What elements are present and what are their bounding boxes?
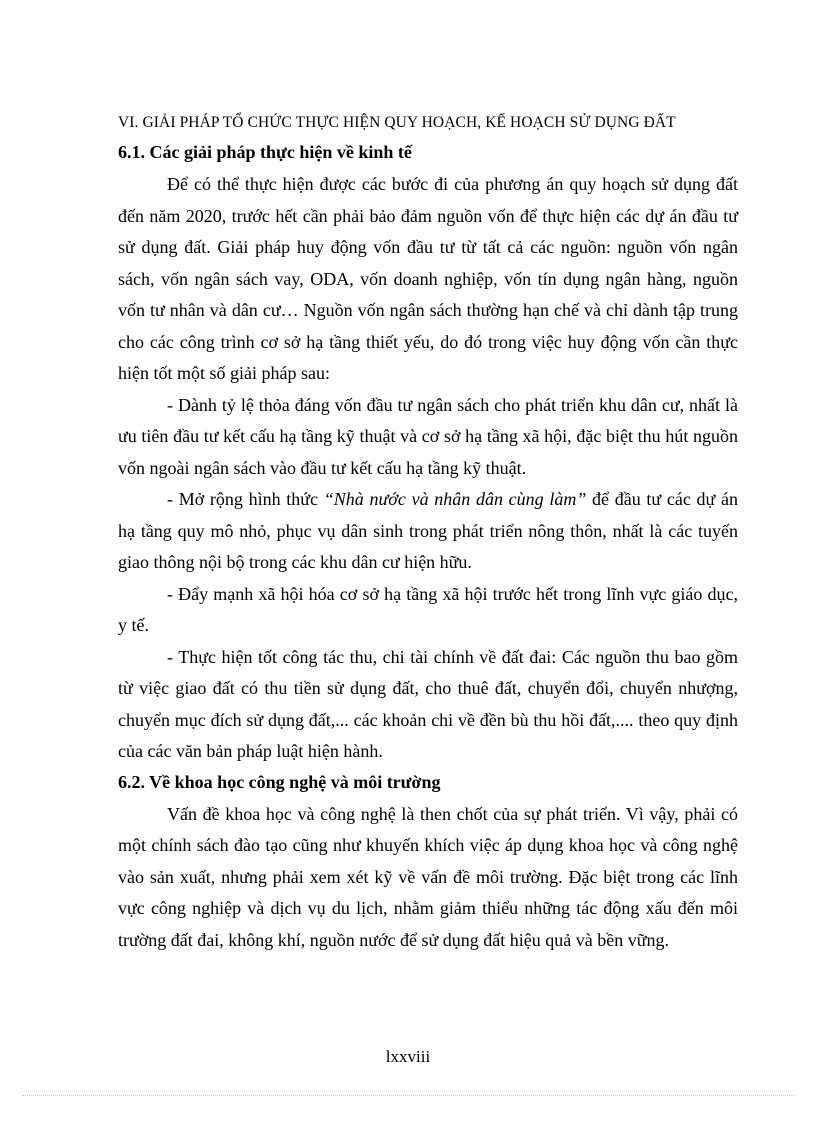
paragraph-budget-allocation: - Dành tỷ lệ thỏa đáng vốn đầu tư ngân sách cho phát triển khu dân cư, nhất là ưu tiên đầu tư kết cấu hạ tầng kỹ thuật và cơ sở hạ tầng xã hội, đặc biệt thu hút nguồn vốn ngoài ngân sách vào đầu tư kết cấu hạ tầng kỹ thuật. (118, 394, 738, 478)
paragraph-socialization: - Đẩy mạnh xã hội hóa cơ sở hạ tầng xã hội trước hết trong lĩnh vực giáo dục, y tế. (118, 583, 738, 635)
paragraph-expand-model-lead: - Mở rộng hình thức (167, 489, 324, 509)
page-number: lxxviii (385, 1047, 431, 1066)
page-bottom-divider (22, 1095, 794, 1096)
paragraph-capital-sources: Để có thể thực hiện được các bước đi của phương án quy hoạch sử dụng đất đến năm 2020, trước hết cần phải bảo đảm nguồn vốn để thực hiện các dự án đầu tư sử dụng đất. Giải pháp huy động vốn đầu tư từ tất cả các nguồn: nguồn vốn ngân sách, vốn ngân sách vay, ODA, vốn doanh nghiệp, vốn tín dụng ngân hàng, nguồn vốn tư nhân và dân cư… Nguồn vốn ngân sách thường hạn chế và chỉ dành tập trung cho các công trình cơ sở hạ tầng thiết yếu, do đó trong việc huy động vốn cần thực hiện tốt một số giải pháp sau: (118, 174, 738, 383)
paragraph-land-finance: - Thực hiện tốt công tác thu, chi tài chính về đất đai: Các nguồn thu bao gồm từ việc giao đất có thu tiền sử dụng đất, cho thuê đất, chuyển đổi, chuyển nhượng, chuyển mục đích sử dụng đất,... các khoản chi về đền bù thu hồi đất,.... theo quy định của các văn bản pháp luật hiện hành. (118, 646, 738, 761)
document-body (118, 112, 738, 956)
paragraph-expand-model-quote: “Nhà nước và nhân dân cùng làm” (323, 489, 587, 509)
heading-science-environment: 6.2. Về khoa học công nghệ và môi trường (118, 771, 441, 792)
paragraph-science-technology: Vấn đề khoa học và công nghệ là then chốt của sự phát triển. Vì vậy, phải có một chính sách đào tạo cũng như khuyến khích việc áp dụng khoa học và công nghệ vào sản xuất, nhưng phải xem xét kỹ về vấn đề môi trường. Đặc biệt trong các lĩnh vực công nghiệp và dịch vụ du lịch, nhằm giảm thiểu những tác động xấu đến môi trường đất đai, không khí, nguồn nước để sử dụng đất hiệu quả và bền vững. (118, 803, 738, 950)
paragraph-expand-model-tail: để đầu tư các dự án hạ tầng quy mô nhỏ, phục vụ dân sinh trong phát triển nông thôn, nhất là các tuyến giao thông nội bộ trong các khu dân cư hiện hữu. (118, 489, 738, 572)
section-title: VI. GIẢI PHÁP TỔ CHỨC THỰC HIỆN QUY HOẠCH, KẾ HOẠCH SỬ DỤNG ĐẤT (118, 114, 676, 131)
paragraph-expand-model (118, 484, 738, 579)
heading-economic-solutions: 6.1. Các giải pháp thực hiện về kinh tế (118, 142, 412, 162)
